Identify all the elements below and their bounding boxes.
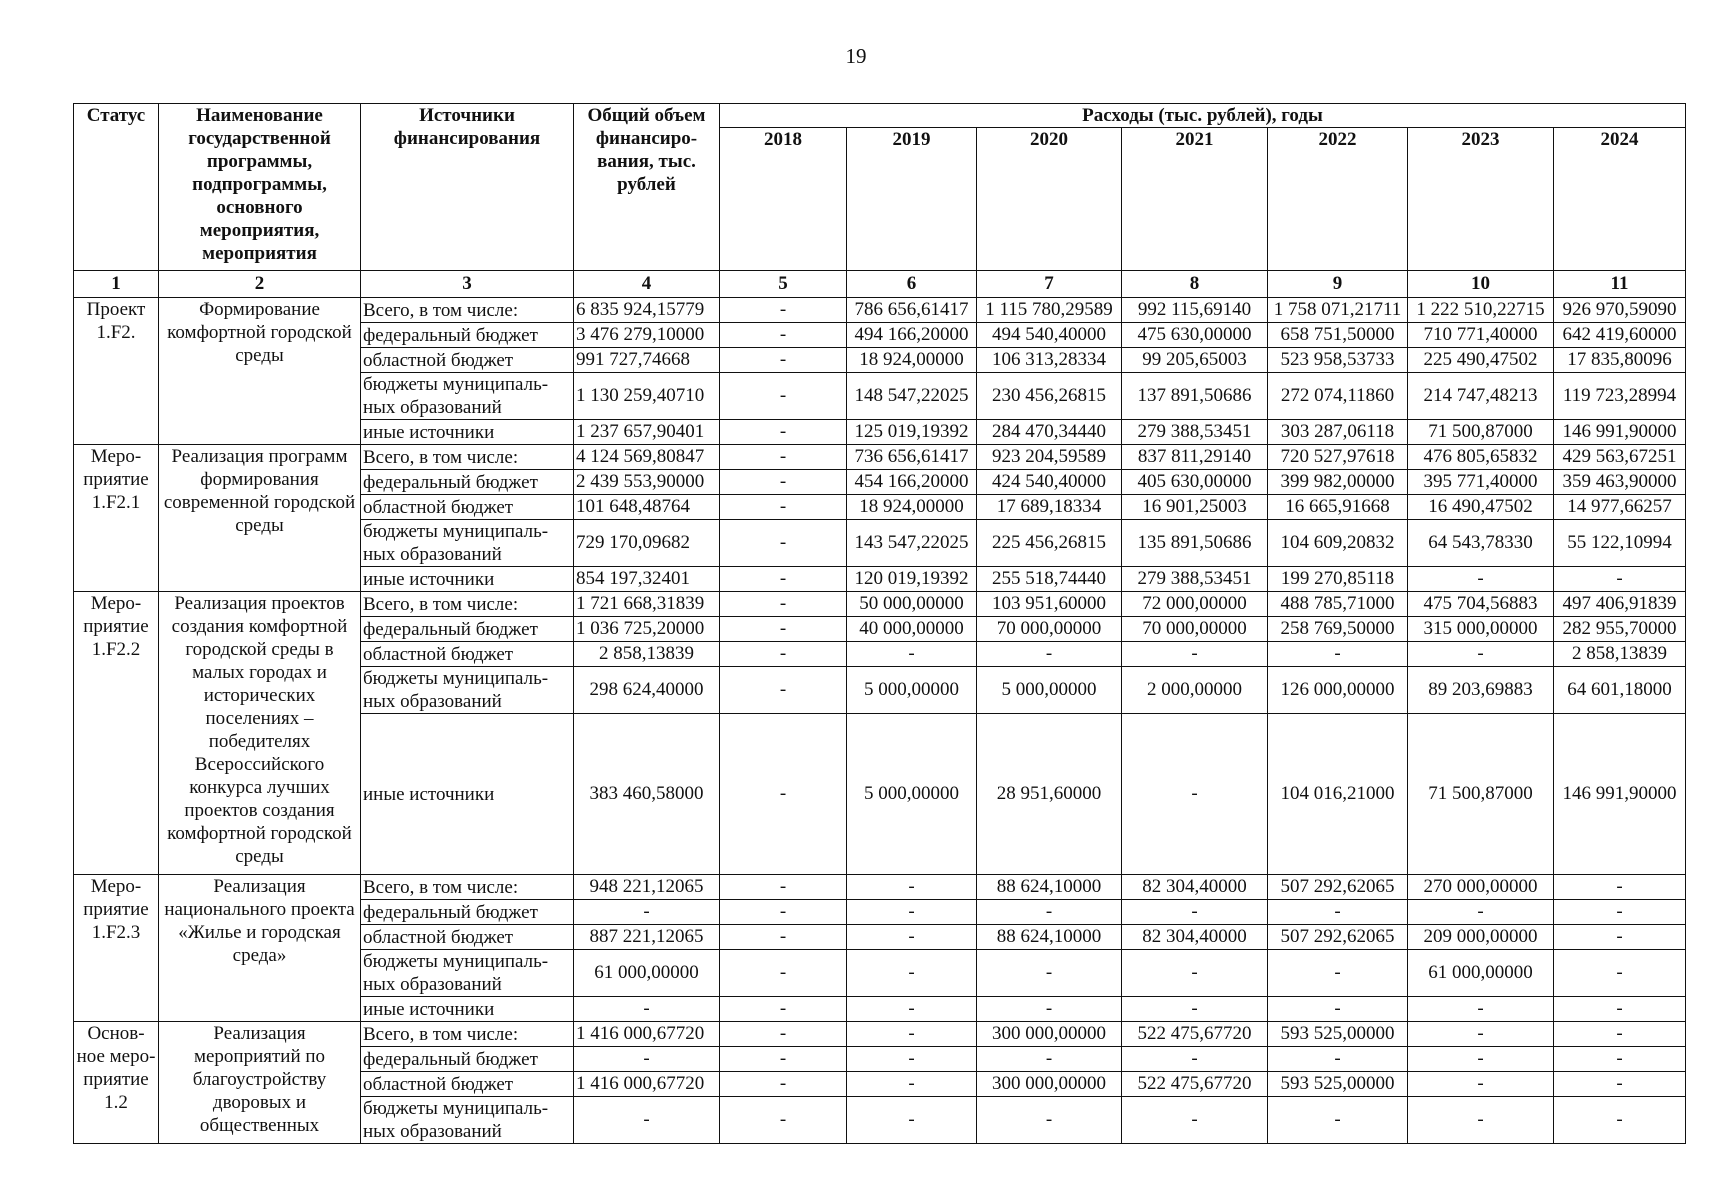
column-number: 2 xyxy=(159,271,361,298)
year-amount-cell: 255 518,74440 xyxy=(977,567,1122,592)
column-number: 11 xyxy=(1554,271,1686,298)
year-amount-cell: 2 858,13839 xyxy=(1554,642,1686,667)
year-amount-cell: 475 630,00000 xyxy=(1122,323,1268,348)
funding-source-cell: федеральный бюджет xyxy=(361,323,574,348)
total-amount-cell: - xyxy=(574,997,720,1022)
year-amount-cell: 230 456,26815 xyxy=(977,373,1122,420)
year-amount-cell: 61 000,00000 xyxy=(1408,950,1554,997)
total-amount-cell: 2 858,13839 xyxy=(574,642,720,667)
year-amount-cell: - xyxy=(1408,1097,1554,1144)
column-number: 8 xyxy=(1122,271,1268,298)
year-amount-cell: 106 313,28334 xyxy=(977,348,1122,373)
year-amount-cell: 475 704,56883 xyxy=(1408,592,1554,617)
year-amount-cell: - xyxy=(977,642,1122,667)
year-amount-cell: 125 019,19392 xyxy=(847,420,977,445)
year-amount-cell: 279 388,53451 xyxy=(1122,420,1268,445)
total-amount-cell: 1 130 259,40710 xyxy=(574,373,720,420)
year-amount-cell: 507 292,62065 xyxy=(1268,925,1408,950)
column-number: 1 xyxy=(74,271,159,298)
year-amount-cell: - xyxy=(1554,925,1686,950)
funding-source-cell: федеральный бюджет xyxy=(361,470,574,495)
funding-source-cell: Всего, в том числе: xyxy=(361,445,574,470)
year-amount-cell: 2 000,00000 xyxy=(1122,667,1268,714)
table-row xyxy=(74,1022,1686,1047)
year-amount-cell: - xyxy=(720,592,847,617)
year-amount-cell: - xyxy=(720,348,847,373)
year-amount-cell: - xyxy=(720,1097,847,1144)
year-amount-cell: 99 205,65003 xyxy=(1122,348,1268,373)
year-amount-cell: 494 540,40000 xyxy=(977,323,1122,348)
funding-source-cell: областной бюджет xyxy=(361,348,574,373)
year-amount-cell: 523 958,53733 xyxy=(1268,348,1408,373)
year-amount-cell: - xyxy=(720,667,847,714)
year-amount-cell: 284 470,34440 xyxy=(977,420,1122,445)
total-amount-cell: 729 170,09682 xyxy=(574,520,720,567)
year-amount-cell: 923 204,59589 xyxy=(977,445,1122,470)
header-year: 2023 xyxy=(1408,128,1554,271)
funding-source-cell: Всего, в том числе: xyxy=(361,298,574,323)
year-amount-cell: 405 630,00000 xyxy=(1122,470,1268,495)
year-amount-cell: - xyxy=(977,1047,1122,1072)
year-amount-cell: 18 924,00000 xyxy=(847,495,977,520)
header-status: Статус xyxy=(74,104,159,271)
year-amount-cell: 395 771,40000 xyxy=(1408,470,1554,495)
year-amount-cell: - xyxy=(1122,900,1268,925)
year-amount-cell: - xyxy=(847,1097,977,1144)
year-amount-cell: - xyxy=(720,1022,847,1047)
year-amount-cell: 1 115 780,29589 xyxy=(977,298,1122,323)
year-amount-cell: - xyxy=(847,1072,977,1097)
year-amount-cell: - xyxy=(977,1097,1122,1144)
year-amount-cell: 70 000,00000 xyxy=(977,617,1122,642)
year-amount-cell: - xyxy=(847,900,977,925)
year-amount-cell: - xyxy=(847,1047,977,1072)
header-year: 2024 xyxy=(1554,128,1686,271)
year-amount-cell: - xyxy=(1408,642,1554,667)
program-name-cell: Формирование комфортной городской среды xyxy=(159,298,361,445)
column-number: 9 xyxy=(1268,271,1408,298)
year-amount-cell: 16 665,91668 xyxy=(1268,495,1408,520)
year-amount-cell: - xyxy=(720,714,847,875)
year-amount-cell: 5 000,00000 xyxy=(847,714,977,875)
header-year: 2018 xyxy=(720,128,847,271)
year-amount-cell: 5 000,00000 xyxy=(977,667,1122,714)
year-amount-cell: - xyxy=(1554,567,1686,592)
column-number: 5 xyxy=(720,271,847,298)
year-amount-cell: 399 982,00000 xyxy=(1268,470,1408,495)
total-amount-cell: 298 624,40000 xyxy=(574,667,720,714)
year-amount-cell: 736 656,61417 xyxy=(847,445,977,470)
header-sources: Источники финансирования xyxy=(361,104,574,271)
funding-source-cell: бюджеты муниципаль-ных образований xyxy=(361,520,574,567)
year-amount-cell: - xyxy=(1554,1097,1686,1144)
year-amount-cell: - xyxy=(720,1047,847,1072)
year-amount-cell: 64 601,18000 xyxy=(1554,667,1686,714)
year-amount-cell: - xyxy=(977,950,1122,997)
year-amount-cell: - xyxy=(847,875,977,900)
year-amount-cell: 658 751,50000 xyxy=(1268,323,1408,348)
total-amount-cell: 1 237 657,90401 xyxy=(574,420,720,445)
total-amount-cell: 1 721 668,31839 xyxy=(574,592,720,617)
year-amount-cell: 258 769,50000 xyxy=(1268,617,1408,642)
total-amount-cell: 1 416 000,67720 xyxy=(574,1022,720,1047)
year-amount-cell: 476 805,65832 xyxy=(1408,445,1554,470)
year-amount-cell: - xyxy=(720,567,847,592)
total-amount-cell: 948 221,12065 xyxy=(574,875,720,900)
program-name-cell: Реализация мероприятий по благоустройству дворовых и общественных xyxy=(159,1022,361,1144)
year-amount-cell: 18 924,00000 xyxy=(847,348,977,373)
page-number: 19 xyxy=(845,44,867,68)
year-amount-cell: - xyxy=(847,925,977,950)
table-row xyxy=(74,875,1686,900)
status-cell: Проект 1.F2. xyxy=(74,298,159,445)
funding-source-cell: федеральный бюджет xyxy=(361,1047,574,1072)
year-amount-cell: - xyxy=(1408,997,1554,1022)
total-amount-cell: - xyxy=(574,1097,720,1144)
program-name-cell: Реализация национального проекта «Жилье и городская среда» xyxy=(159,875,361,1022)
year-amount-cell: 119 723,28994 xyxy=(1554,373,1686,420)
year-amount-cell: - xyxy=(1268,1097,1408,1144)
year-amount-cell: 120 019,19392 xyxy=(847,567,977,592)
year-amount-cell: 17 835,80096 xyxy=(1554,348,1686,373)
year-amount-cell: 1 222 510,22715 xyxy=(1408,298,1554,323)
year-amount-cell: - xyxy=(720,373,847,420)
year-amount-cell: - xyxy=(720,1072,847,1097)
year-amount-cell: 71 500,87000 xyxy=(1408,420,1554,445)
year-amount-cell: - xyxy=(847,997,977,1022)
funding-source-cell: областной бюджет xyxy=(361,925,574,950)
year-amount-cell: - xyxy=(977,997,1122,1022)
funding-source-cell: Всего, в том числе: xyxy=(361,592,574,617)
header-year: 2022 xyxy=(1268,128,1408,271)
year-amount-cell: - xyxy=(720,617,847,642)
column-number: 10 xyxy=(1408,271,1554,298)
year-amount-cell: 104 016,21000 xyxy=(1268,714,1408,875)
year-amount-cell: - xyxy=(1122,1097,1268,1144)
table-row xyxy=(74,592,1686,617)
year-amount-cell: 710 771,40000 xyxy=(1408,323,1554,348)
status-cell: Меро-приятие 1.F2.3 xyxy=(74,875,159,1022)
year-amount-cell: 926 970,59090 xyxy=(1554,298,1686,323)
header-year: 2021 xyxy=(1122,128,1268,271)
total-amount-cell: 887 221,12065 xyxy=(574,925,720,950)
year-amount-cell: 315 000,00000 xyxy=(1408,617,1554,642)
year-amount-cell: - xyxy=(720,420,847,445)
year-amount-cell: 88 624,10000 xyxy=(977,875,1122,900)
year-amount-cell: 279 388,53451 xyxy=(1122,567,1268,592)
year-amount-cell: 135 891,50686 xyxy=(1122,520,1268,567)
year-amount-cell: 137 891,50686 xyxy=(1122,373,1268,420)
year-amount-cell: 82 304,40000 xyxy=(1122,925,1268,950)
year-amount-cell: - xyxy=(720,495,847,520)
year-amount-cell: 359 463,90000 xyxy=(1554,470,1686,495)
year-amount-cell: 89 203,69883 xyxy=(1408,667,1554,714)
year-amount-cell: 148 547,22025 xyxy=(847,373,977,420)
year-amount-cell: 303 287,06118 xyxy=(1268,420,1408,445)
year-amount-cell: 494 166,20000 xyxy=(847,323,977,348)
header-expenses: Расходы (тыс. рублей), годы xyxy=(720,104,1686,128)
year-amount-cell: - xyxy=(1268,997,1408,1022)
year-amount-cell: - xyxy=(1408,1072,1554,1097)
year-amount-cell: 64 543,78330 xyxy=(1408,520,1554,567)
year-amount-cell: 488 785,71000 xyxy=(1268,592,1408,617)
year-amount-cell: 507 292,62065 xyxy=(1268,875,1408,900)
total-amount-cell: 4 124 569,80847 xyxy=(574,445,720,470)
column-number: 6 xyxy=(847,271,977,298)
year-amount-cell: - xyxy=(1268,642,1408,667)
total-amount-cell: 2 439 553,90000 xyxy=(574,470,720,495)
year-amount-cell: 70 000,00000 xyxy=(1122,617,1268,642)
year-amount-cell: 642 419,60000 xyxy=(1554,323,1686,348)
year-amount-cell: 40 000,00000 xyxy=(847,617,977,642)
year-amount-cell: 1 758 071,21711 xyxy=(1268,298,1408,323)
year-amount-cell: 593 525,00000 xyxy=(1268,1072,1408,1097)
total-amount-cell: 1 036 725,20000 xyxy=(574,617,720,642)
year-amount-cell: - xyxy=(1408,900,1554,925)
funding-source-cell: иные источники xyxy=(361,420,574,445)
total-amount-cell: 383 460,58000 xyxy=(574,714,720,875)
year-amount-cell: 104 609,20832 xyxy=(1268,520,1408,567)
table-row xyxy=(74,298,1686,323)
funding-source-cell: бюджеты муниципаль-ных образований xyxy=(361,667,574,714)
total-amount-cell: 3 476 279,10000 xyxy=(574,323,720,348)
funding-source-cell: бюджеты муниципаль-ных образований xyxy=(361,373,574,420)
year-amount-cell: 55 122,10994 xyxy=(1554,520,1686,567)
total-amount-cell: 991 727,74668 xyxy=(574,348,720,373)
year-amount-cell: 126 000,00000 xyxy=(1268,667,1408,714)
year-amount-cell: - xyxy=(1408,567,1554,592)
year-amount-cell: 71 500,87000 xyxy=(1408,714,1554,875)
funding-source-cell: федеральный бюджет xyxy=(361,617,574,642)
funding-source-cell: областной бюджет xyxy=(361,495,574,520)
year-amount-cell: - xyxy=(1122,642,1268,667)
funding-source-cell: областной бюджет xyxy=(361,642,574,667)
header-total: Общий объем финансиро-вания, тыс. рублей xyxy=(574,104,720,271)
year-amount-cell: 497 406,91839 xyxy=(1554,592,1686,617)
year-amount-cell: - xyxy=(1268,1047,1408,1072)
program-name-cell: Реализация программ формирования современной городской среды xyxy=(159,445,361,592)
year-amount-cell: 300 000,00000 xyxy=(977,1022,1122,1047)
total-amount-cell: 1 416 000,67720 xyxy=(574,1072,720,1097)
funding-source-cell: иные источники xyxy=(361,567,574,592)
year-amount-cell: 88 624,10000 xyxy=(977,925,1122,950)
year-amount-cell: - xyxy=(720,323,847,348)
year-amount-cell: 16 901,25003 xyxy=(1122,495,1268,520)
year-amount-cell: - xyxy=(1408,1047,1554,1072)
year-amount-cell: - xyxy=(720,875,847,900)
column-number: 3 xyxy=(361,271,574,298)
year-amount-cell: - xyxy=(720,470,847,495)
year-amount-cell: - xyxy=(1122,950,1268,997)
year-amount-cell: 199 270,85118 xyxy=(1268,567,1408,592)
header-year: 2019 xyxy=(847,128,977,271)
year-amount-cell: - xyxy=(1268,950,1408,997)
year-amount-cell: - xyxy=(847,1022,977,1047)
year-amount-cell: - xyxy=(1122,1047,1268,1072)
status-cell: Основ-ное меро-приятие 1.2 xyxy=(74,1022,159,1144)
funding-source-cell: областной бюджет xyxy=(361,1072,574,1097)
year-amount-cell: - xyxy=(1554,950,1686,997)
year-amount-cell: - xyxy=(1408,1022,1554,1047)
funding-source-cell: Всего, в том числе: xyxy=(361,875,574,900)
year-amount-cell: 454 166,20000 xyxy=(847,470,977,495)
header-name: Наименование государственной программы, подпрограммы, основного мероприятия, мероприятия xyxy=(159,104,361,271)
year-amount-cell: 209 000,00000 xyxy=(1408,925,1554,950)
year-amount-cell: 17 689,18334 xyxy=(977,495,1122,520)
year-amount-cell: - xyxy=(720,925,847,950)
year-amount-cell: 50 000,00000 xyxy=(847,592,977,617)
program-name-cell: Реализация проектов создания комфортной городской среды в малых городах и исторических поселениях – победителях Всероссийского конкурса лучших проектов создания комфортной городской среды xyxy=(159,592,361,875)
year-amount-cell: - xyxy=(720,445,847,470)
year-amount-cell: - xyxy=(720,642,847,667)
year-amount-cell: 225 490,47502 xyxy=(1408,348,1554,373)
year-amount-cell: 522 475,67720 xyxy=(1122,1022,1268,1047)
year-amount-cell: 143 547,22025 xyxy=(847,520,977,567)
year-amount-cell: - xyxy=(977,900,1122,925)
year-amount-cell: 16 490,47502 xyxy=(1408,495,1554,520)
year-amount-cell: 593 525,00000 xyxy=(1268,1022,1408,1047)
year-amount-cell: 146 991,90000 xyxy=(1554,420,1686,445)
budget-table xyxy=(73,103,1686,1144)
year-amount-cell: 429 563,67251 xyxy=(1554,445,1686,470)
column-number: 4 xyxy=(574,271,720,298)
year-amount-cell: 82 304,40000 xyxy=(1122,875,1268,900)
year-amount-cell: - xyxy=(720,997,847,1022)
year-amount-cell: - xyxy=(720,950,847,997)
table-row xyxy=(74,445,1686,470)
year-amount-cell: - xyxy=(720,520,847,567)
year-amount-cell: 272 074,11860 xyxy=(1268,373,1408,420)
year-amount-cell: 837 811,29140 xyxy=(1122,445,1268,470)
year-amount-cell: 103 951,60000 xyxy=(977,592,1122,617)
year-amount-cell: 424 540,40000 xyxy=(977,470,1122,495)
year-amount-cell: 146 991,90000 xyxy=(1554,714,1686,875)
funding-source-cell: бюджеты муниципаль-ных образований xyxy=(361,1097,574,1144)
total-amount-cell: - xyxy=(574,1047,720,1072)
column-number: 7 xyxy=(977,271,1122,298)
year-amount-cell: 72 000,00000 xyxy=(1122,592,1268,617)
year-amount-cell: 28 951,60000 xyxy=(977,714,1122,875)
status-cell: Меро-приятие 1.F2.2 xyxy=(74,592,159,875)
year-amount-cell: - xyxy=(847,950,977,997)
total-amount-cell: 61 000,00000 xyxy=(574,950,720,997)
funding-source-cell: иные источники xyxy=(361,997,574,1022)
year-amount-cell: - xyxy=(1554,1022,1686,1047)
year-amount-cell: - xyxy=(1122,997,1268,1022)
year-amount-cell: - xyxy=(847,642,977,667)
year-amount-cell: - xyxy=(1268,900,1408,925)
total-amount-cell: 101 648,48764 xyxy=(574,495,720,520)
year-amount-cell: - xyxy=(1554,1047,1686,1072)
funding-source-cell: федеральный бюджет xyxy=(361,900,574,925)
year-amount-cell: - xyxy=(1554,900,1686,925)
year-amount-cell: 720 527,97618 xyxy=(1268,445,1408,470)
year-amount-cell: - xyxy=(720,900,847,925)
year-amount-cell: - xyxy=(1554,875,1686,900)
year-amount-cell: - xyxy=(1554,1072,1686,1097)
year-amount-cell: 5 000,00000 xyxy=(847,667,977,714)
year-amount-cell: 786 656,61417 xyxy=(847,298,977,323)
funding-source-cell: иные источники xyxy=(361,714,574,875)
table-body xyxy=(74,298,1686,1144)
total-amount-cell: 6 835 924,15779 xyxy=(574,298,720,323)
year-amount-cell: 300 000,00000 xyxy=(977,1072,1122,1097)
funding-source-cell: Всего, в том числе: xyxy=(361,1022,574,1047)
total-amount-cell: 854 197,32401 xyxy=(574,567,720,592)
year-amount-cell: 214 747,48213 xyxy=(1408,373,1554,420)
year-amount-cell: 225 456,26815 xyxy=(977,520,1122,567)
year-amount-cell: 270 000,00000 xyxy=(1408,875,1554,900)
year-amount-cell: - xyxy=(1122,714,1268,875)
year-amount-cell: - xyxy=(720,298,847,323)
funding-source-cell: бюджеты муниципаль-ных образований xyxy=(361,950,574,997)
year-amount-cell: 282 955,70000 xyxy=(1554,617,1686,642)
year-amount-cell: - xyxy=(1554,997,1686,1022)
year-amount-cell: 14 977,66257 xyxy=(1554,495,1686,520)
total-amount-cell: - xyxy=(574,900,720,925)
status-cell: Меро-приятие 1.F2.1 xyxy=(74,445,159,592)
year-amount-cell: 992 115,69140 xyxy=(1122,298,1268,323)
header-year: 2020 xyxy=(977,128,1122,271)
year-amount-cell: 522 475,67720 xyxy=(1122,1072,1268,1097)
